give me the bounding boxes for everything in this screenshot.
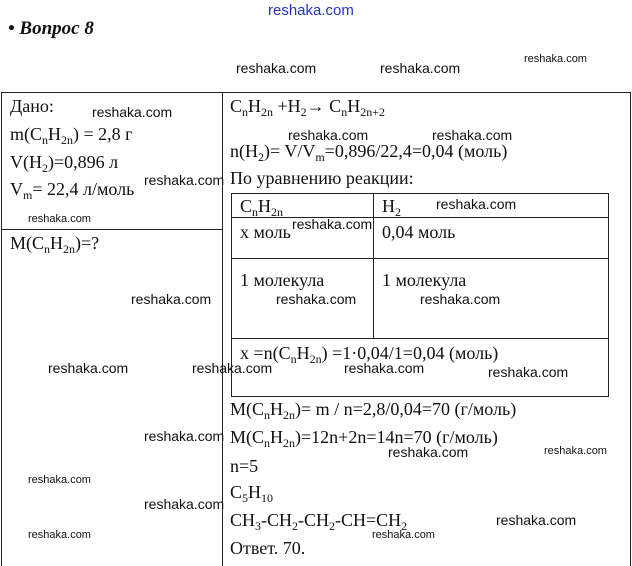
moles-calculation: $n(H_2)= V/V_m=0,896/22,4=0,04$ (моль) xyxy=(230,141,508,164)
watermark: reshaka.com xyxy=(432,127,513,143)
watermark: reshaka.com xyxy=(524,53,587,65)
inner-table-middle xyxy=(373,193,374,338)
table-cell-molecule-1: 1 молекула xyxy=(240,270,325,290)
watermark: reshaka.com xyxy=(488,364,569,380)
watermark: reshaka.com xyxy=(144,172,225,188)
molecular-formula: $C_5H_{10}$ xyxy=(230,482,274,505)
given-title: Дано: xyxy=(10,96,54,116)
table-header-h2: $H_2$ xyxy=(382,196,401,219)
watermark: reshaka.com xyxy=(420,291,501,307)
watermark: reshaka.com xyxy=(28,213,91,225)
watermark: reshaka.com xyxy=(292,216,373,232)
n-value: n=5 xyxy=(230,456,259,476)
table-cell-molecule-2: 1 молекула xyxy=(382,270,467,290)
inner-table-row1-bottom xyxy=(231,258,609,259)
frame-top-line xyxy=(1,92,631,93)
watermark: reshaka.com xyxy=(28,474,91,486)
answer: Ответ. 70. xyxy=(230,538,306,558)
watermark: reshaka.com xyxy=(372,529,435,541)
reaction-equation: $C_nH_{2n} +H_2\to C_nH_{2n+2}$ xyxy=(230,96,385,119)
watermark: reshaka.com xyxy=(380,60,461,76)
watermark: reshaka.com xyxy=(28,529,91,541)
table-header-cnh2n: $C_nH_{2n}$ xyxy=(240,196,284,219)
question-heading: • Вопрос 8 xyxy=(8,18,94,39)
watermark: reshaka.com xyxy=(144,428,225,444)
table-cell-x-mol: x моль xyxy=(240,222,291,242)
table-cell-x-result: $x =n(C_nH_{2n}) =1\cdot 0,04/1=0,04$ (моль) xyxy=(240,343,499,366)
watermark: reshaka.com xyxy=(276,291,357,307)
inner-table-row2-bottom xyxy=(231,338,609,339)
molar-mass-general: $M(C_nH_{2n})=12n+2n=14n=70$ (г/моль) xyxy=(230,427,498,450)
molar-mass-calc: $M(C_nH_{2n})= m / n=2,8/0,04=70$ (г/моль) xyxy=(230,399,517,422)
given-find-divider xyxy=(1,229,222,230)
watermark: reshaka.com xyxy=(144,496,225,512)
frame-left-line xyxy=(1,92,2,566)
watermark: reshaka.com xyxy=(92,104,173,120)
watermark: reshaka.com xyxy=(131,291,212,307)
watermark: reshaka.com xyxy=(344,360,425,376)
watermark: reshaka.com xyxy=(236,60,317,76)
watermark: reshaka.com xyxy=(496,512,577,528)
watermark: reshaka.com xyxy=(48,360,129,376)
given-mass: $m(C_nH_{2n}) = 2,8$ г xyxy=(10,124,133,147)
inner-table-header-bottom xyxy=(231,217,609,218)
table-cell-h2-mol: 0,04 моль xyxy=(382,222,456,242)
by-equation-label: По уравнению реакции: xyxy=(230,168,414,188)
column-divider xyxy=(222,92,223,566)
site-watermark-top[interactable]: reshaka.com xyxy=(268,2,354,19)
find-label: $M(C_nH_{2n})=$? xyxy=(10,233,100,256)
watermark: reshaka.com xyxy=(436,196,517,212)
structural-formula: $CH_3-CH_2-CH_2-CH=CH_2$ xyxy=(230,510,408,533)
inner-table-bottom xyxy=(231,396,609,397)
inner-table-right xyxy=(608,193,609,396)
frame-right-line xyxy=(630,92,631,566)
watermark: reshaka.com xyxy=(388,444,469,460)
given-volume: $V(H_2)=0,896$ л xyxy=(10,152,119,175)
inner-table-top xyxy=(231,193,609,194)
watermark: reshaka.com xyxy=(544,445,607,457)
watermark: reshaka.com xyxy=(288,127,369,143)
given-molar-volume: $V_m= 22,4$ л/моль xyxy=(10,179,135,202)
watermark: reshaka.com xyxy=(192,360,273,376)
